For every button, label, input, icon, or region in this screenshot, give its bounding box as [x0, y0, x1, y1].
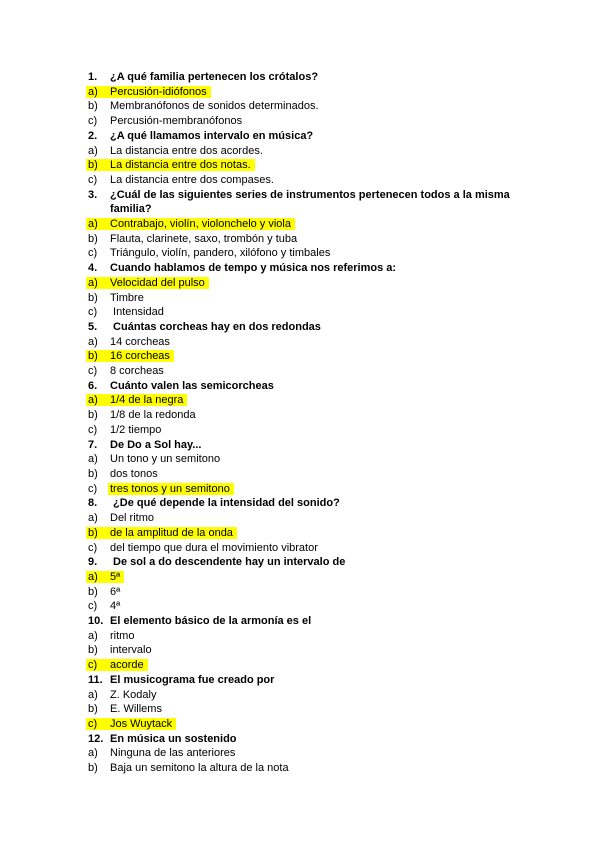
answer-option: [88, 349, 540, 364]
answer-option: [88, 585, 540, 600]
answer-option: [88, 276, 540, 291]
option-letter: b): [88, 467, 98, 480]
question-block: [88, 261, 540, 320]
answer-option: [88, 408, 540, 423]
question-title: [88, 188, 540, 217]
question-title: [88, 320, 540, 335]
answer-option: [88, 423, 540, 438]
option-text: del tiempo que dura el movimiento vibrator: [110, 541, 318, 554]
answer-option: [88, 482, 540, 497]
option-text: Contrabajo, violín, violonchelo y viola: [110, 218, 291, 231]
question-block: [88, 188, 540, 262]
option-letter: b): [88, 350, 98, 363]
question-text: De Do a Sol hay...: [110, 438, 202, 451]
option-text: Percusión-idiófonos: [110, 85, 207, 98]
option-text: 1/8 de la redonda: [110, 409, 196, 422]
question-title: [88, 261, 540, 276]
option-text: Triángulo, violín, pandero, xilófono y timbales: [110, 247, 331, 260]
option-letter: a): [88, 218, 98, 231]
option-letter: c): [88, 423, 98, 436]
option-text: tres tonos y un semitono: [110, 482, 230, 495]
answer-option: [88, 599, 540, 614]
question-text: Cuánto valen las semicorcheas: [110, 379, 274, 392]
option-letter: c): [88, 173, 98, 186]
answer-option: [88, 217, 540, 232]
answer-highlight: [86, 659, 148, 671]
question-text: El musicograma fue creado por: [110, 673, 275, 686]
option-text: La distancia entre dos acordes.: [110, 144, 263, 157]
question-block: [88, 70, 540, 129]
option-text: 1/2 tiempo: [110, 423, 162, 436]
option-text: Baja un semitono la altura de la nota: [110, 762, 289, 775]
option-text: acorde: [110, 659, 144, 672]
answer-option: [88, 335, 540, 350]
question-number: 8.: [88, 497, 98, 510]
option-letter: c): [88, 365, 98, 378]
option-letter: a): [88, 629, 98, 642]
question-text: ¿A qué llamamos intervalo en música?: [110, 129, 314, 142]
option-letter: b): [88, 291, 98, 304]
answer-highlight: [86, 218, 295, 230]
question-title: [88, 496, 540, 511]
option-text: Velocidad del pulso: [110, 276, 205, 289]
answer-option: [88, 144, 540, 159]
option-text: Membranófonos de sonidos determinados.: [110, 100, 319, 113]
option-text: Z. Kodaly: [110, 688, 157, 701]
answer-option: [88, 114, 540, 129]
answer-option: [88, 173, 540, 188]
option-letter: b): [88, 232, 98, 245]
option-text: 4ª: [110, 600, 121, 613]
question-block: [88, 129, 540, 188]
option-letter: a): [88, 688, 98, 701]
question-title: [88, 70, 540, 85]
answer-option: [88, 291, 540, 306]
question-text: Cuando hablamos de tempo y música nos referimos a:: [110, 262, 397, 275]
option-text: Intensidad: [110, 306, 164, 319]
question-title: [88, 438, 540, 453]
option-text: 6ª: [110, 585, 121, 598]
question-title: [88, 129, 540, 144]
question-number: 5.: [88, 320, 98, 333]
option-text: 5ª: [110, 570, 121, 583]
question-number: 3.: [88, 188, 98, 201]
option-text: Percusión-membranófonos: [110, 115, 243, 128]
question-title: [88, 555, 540, 570]
answer-option: [88, 467, 540, 482]
question-number: 6.: [88, 379, 98, 392]
option-letter: a): [88, 85, 98, 98]
question-title: [88, 673, 540, 688]
answer-option: [88, 158, 540, 173]
answer-option: [88, 643, 540, 658]
answer-highlight: [86, 277, 209, 289]
question-text: ¿De qué depende la intensidad del sonido?: [110, 497, 340, 510]
option-letter: a): [88, 394, 98, 407]
question-number: 4.: [88, 262, 98, 275]
question-text: En música un sostenido: [110, 732, 237, 745]
option-letter: b): [88, 409, 98, 422]
option-text: de la amplitud de la onda: [110, 526, 233, 539]
option-text: Flauta, clarinete, saxo, trombón y tuba: [110, 232, 298, 245]
question-number: 9.: [88, 556, 98, 569]
question-number: 11.: [88, 673, 103, 686]
question-block: [88, 438, 540, 497]
answer-highlight: [86, 527, 237, 539]
option-letter: c): [88, 659, 98, 672]
option-letter: b): [88, 100, 98, 113]
question-block: [88, 732, 540, 776]
option-text: Ninguna de las anteriores: [110, 747, 236, 760]
question-number: 7.: [88, 438, 98, 451]
answer-option: [88, 305, 540, 320]
option-letter: a): [88, 144, 98, 157]
answer-highlight: [86, 718, 176, 730]
question-number: 1.: [88, 71, 98, 83]
answer-option: [88, 746, 540, 761]
option-letter: a): [88, 276, 98, 289]
option-letter: b): [88, 703, 98, 716]
answer-option: [88, 688, 540, 703]
question-text: ¿A qué familia pertenecen los crótalos?: [110, 71, 319, 83]
answer-highlight: [86, 159, 255, 171]
option-letter: c): [88, 247, 98, 260]
answer-option: [88, 570, 540, 585]
answer-option: [88, 629, 540, 644]
question-number: 12.: [88, 732, 104, 745]
option-letter: a): [88, 453, 98, 466]
answer-highlight: [86, 350, 174, 362]
answer-option: [88, 511, 540, 526]
question-block: [88, 555, 540, 614]
question-text: El elemento básico de la armonía es el: [110, 615, 312, 628]
answer-option: [88, 452, 540, 467]
option-text: E. Willems: [110, 703, 162, 716]
answer-option: [88, 85, 540, 100]
answer-option: [88, 364, 540, 379]
option-letter: c): [88, 600, 98, 613]
option-text: 16 corcheas: [110, 350, 170, 363]
option-text: Un tono y un semitono: [110, 453, 221, 466]
question-block: [88, 614, 540, 673]
answer-highlight: [108, 483, 234, 495]
question-block: [88, 379, 540, 438]
question-title: [88, 614, 540, 629]
option-text: intervalo: [110, 644, 152, 657]
option-text: Del ritmo: [110, 512, 155, 525]
option-letter: a): [88, 747, 98, 760]
question-number: 2.: [88, 129, 98, 142]
option-text: ritmo: [110, 629, 135, 642]
answer-highlight: [86, 86, 211, 98]
option-letter: c): [88, 717, 98, 730]
question-text: De sol a do descendente hay un intervalo de: [110, 556, 346, 569]
question-title: [88, 379, 540, 394]
option-letter: a): [88, 335, 98, 348]
option-letter: b): [88, 644, 98, 657]
option-text: 1/4 de la negra: [110, 394, 184, 407]
option-letter: c): [88, 306, 98, 319]
question-text: ¿Cuál de las siguientes series de instrumentos pertenecen todos a la misma familia?: [110, 188, 513, 216]
answer-highlight: [86, 571, 124, 583]
answer-option: [88, 526, 540, 541]
question-block: [88, 320, 540, 379]
option-text: Jos Wuytack: [110, 717, 173, 730]
option-text: 14 corcheas: [110, 335, 170, 348]
option-text: Timbre: [110, 291, 144, 304]
answer-option: [88, 702, 540, 717]
option-text: dos tonos: [110, 467, 158, 480]
option-letter: c): [88, 541, 98, 554]
option-letter: b): [88, 159, 98, 172]
option-text: La distancia entre dos notas.: [110, 159, 251, 172]
answer-option: [88, 658, 540, 673]
option-text: 8 corcheas: [110, 365, 164, 378]
question-block: [88, 673, 540, 732]
option-letter: a): [88, 570, 98, 583]
option-letter: b): [88, 585, 98, 598]
question-text: Cuántas corcheas hay en dos redondas: [110, 320, 321, 333]
answer-option: [88, 99, 540, 114]
answer-option: [88, 393, 540, 408]
question-number: 10.: [88, 615, 104, 628]
option-letter: b): [88, 762, 98, 775]
option-letter: a): [88, 512, 98, 525]
option-letter: c): [88, 115, 98, 128]
answer-option: [88, 717, 540, 732]
option-letter: c): [88, 482, 98, 495]
answer-option: [88, 232, 540, 247]
option-letter: b): [88, 526, 98, 539]
option-text: La distancia entre dos compases.: [110, 173, 274, 186]
answer-option: [88, 246, 540, 261]
answer-option: [88, 541, 540, 556]
answer-option: [88, 761, 540, 776]
question-title: [88, 732, 540, 747]
question-block: [88, 496, 540, 555]
answer-highlight: [86, 394, 187, 406]
